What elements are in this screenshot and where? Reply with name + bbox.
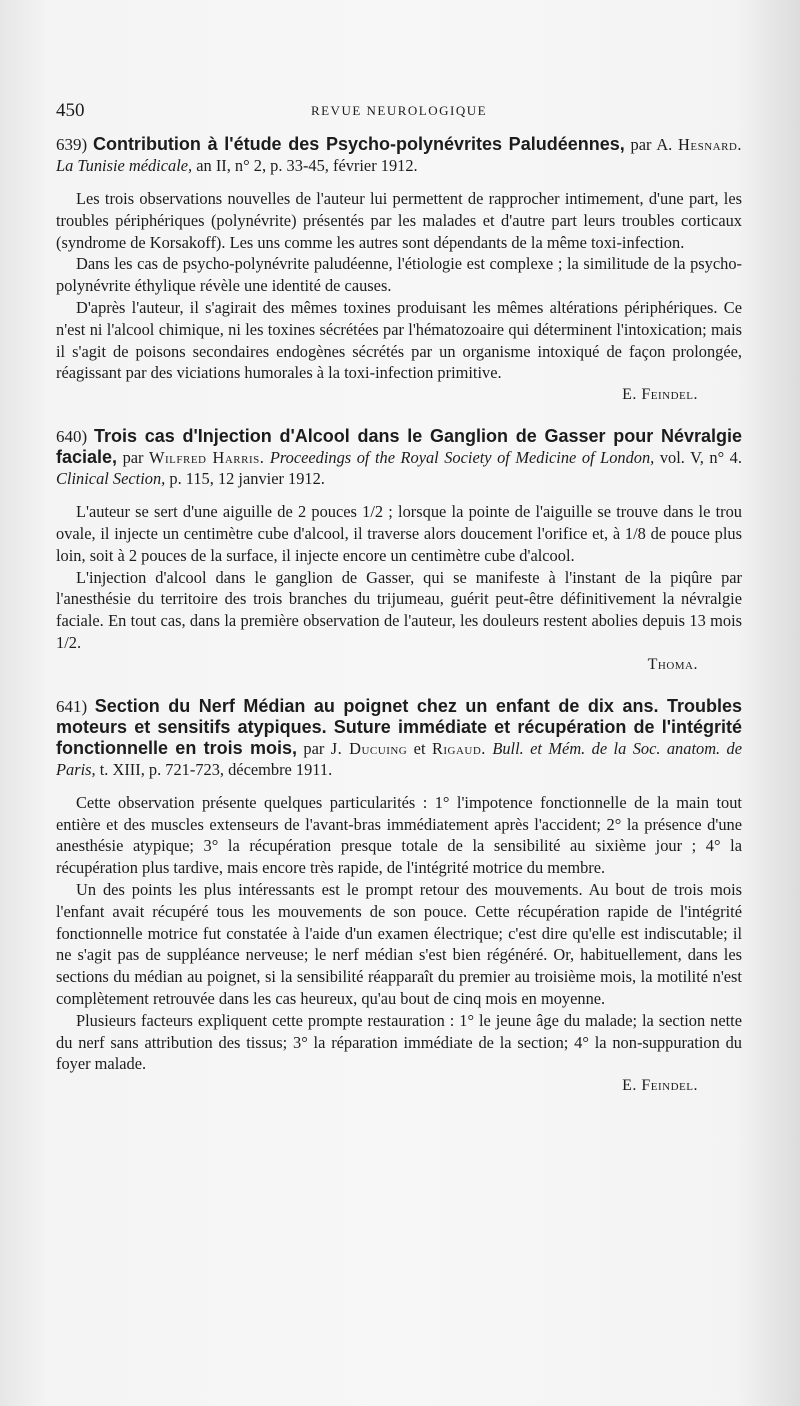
entry-source: La Tunisie médicale, <box>56 156 193 175</box>
entry-details: vol. V, n° 4. <box>659 448 742 468</box>
paragraph: Cette observation présente quelques particularités : 1° l'impotence fonctionnelle de la main tout entière et des muscles extenseurs de l'avant-bras immédiatement après l'accident; 2° la présence d'une anesthésie atypique; 3° la récupération presque totale de la sensibilité au sixième jour ; 4° la récupération plus tardive, mais encore très rapide, de l'intégrité motrice du membre. <box>56 792 742 878</box>
entry-by: par <box>122 448 144 468</box>
paragraph: Plusieurs facteurs expliquent cette prompte restauration : 1° le jeune âge du malade; la section nette du nerf sans attribution des tissus; 3° la réparation immédiate de la section; 4° la non-suppuration du foyer malade. <box>56 1010 742 1074</box>
entry-signature: Thoma. <box>647 655 698 673</box>
entry-heading <box>56 134 742 176</box>
entry-author: J. Ducuing <box>330 738 408 758</box>
entry-signature: E. Feindel. <box>622 386 698 404</box>
entry-source: Proceedings of the Royal Society of Medicine of London, <box>269 448 655 468</box>
entry-number: 639) <box>56 135 88 154</box>
entry-author: Hesnard. <box>678 135 742 154</box>
entry-by: par A. <box>630 135 673 154</box>
page <box>56 100 742 1117</box>
abstract-entry-641 <box>56 696 742 1097</box>
entry-author-2: Rigaud. <box>431 738 486 758</box>
entry-source-section: Clinical Section, <box>56 469 166 489</box>
entry-details: t. XIII, p. 721-723, décembre 1911. <box>99 759 333 779</box>
entry-details: an II, n° 2, p. 33-45, février 1912. <box>196 156 418 175</box>
entry-title: Trois cas d'Injection d'Alcool dans le Ganglion de Gasser pour Névralgie faciale, <box>56 426 742 468</box>
abstract-entry-639 <box>56 134 742 406</box>
entry-conjunction: et <box>413 738 426 758</box>
paragraph: D'après l'auteur, il s'agirait des mêmes toxines produisant les mêmes altérations périphériques. Ce n'est ni l'alcool chimique, ni les toxines sécrétées par l'hématozoaire qui déterminent l'intoxication; mais il s'agit de poisons secondaires endogènes sécrétés par un organisme intoxiqué de façon prolongée, réagissant par des viciations humorales à la toxi-infection primitive. <box>56 297 742 383</box>
entry-heading <box>56 696 742 780</box>
page-header <box>56 100 742 134</box>
entry-author: Wilfred Harris. <box>149 448 265 468</box>
entry-title: Contribution à l'étude des Psycho-polynévrites Paludéennes, <box>92 134 625 154</box>
entry-body <box>56 188 742 384</box>
entry-body <box>56 792 742 1075</box>
entry-signature: E. Feindel. <box>622 1077 698 1095</box>
paragraph: L'auteur se sert d'une aiguille de 2 pouces 1/2 ; lorsque la pointe de l'aiguille se trouve dans le trou ovale, il injecte un centimètre cube d'alcool, il traverse alors doucement l'orifice et, à 1/8 de pouce plus loin, soit à 2 pouces de la surface, il injecte encore un centimètre cube d'alcool. <box>56 502 742 565</box>
entry-number: 641) <box>56 696 88 716</box>
paragraph: L'injection d'alcool dans le ganglion de Gasser, qui se manifeste à l'instant de la piqûre par l'anesthésie du territoire des trois branches du trijumeau, guérit peut-être définitivement la névralgie faciale. En tout cas, dans la première observation de l'auteur, les douleurs restent abolies depuis 13 mois 1/2. <box>56 567 742 652</box>
entry-heading <box>56 426 742 489</box>
page-number: 450 <box>56 100 85 121</box>
entry-source: Bull. et Mém. de la Soc. anatom. de Paris, <box>56 738 743 779</box>
entry-by: par <box>303 738 325 758</box>
abstract-entry-640 <box>56 426 742 676</box>
entry-title: Section du Nerf Médian au poignet chez un enfant de dix ans. Troubles moteurs et sensitifs atypiques. Suture immédiate et récupération de l'intégrité fonctionnelle en trois mois, <box>56 695 742 758</box>
entry-details-2: p. 115, 12 janvier 1912. <box>169 469 325 489</box>
paragraph: Les trois observations nouvelles de l'auteur lui permettent de rapprocher intimement, d'une part, les troubles périphériques (polynévrite) présentés par les malades et d'autre part leurs troubles corticaux (syndrome de Korsakoff). Les uns comme les autres sont dépendants de la même toxi-infection. <box>56 189 742 252</box>
entry-number: 640) <box>56 427 88 447</box>
running-title: REVUE NEUROLOGIQUE <box>310 103 488 118</box>
paragraph: Dans les cas de psycho-polynévrite paludéenne, l'étiologie est complexe ; la similitude de la psycho-polynévrite éthylique révèle une identité de causes. <box>56 254 742 296</box>
entry-body <box>56 501 742 654</box>
paragraph: Un des points les plus intéressants est le prompt retour des mouvements. Au bout de trois mois l'enfant avait récupéré tous les mouvements de son pouce. Cette récupération rapide de l'intégrité fonctionnelle motrice fut constatée à l'aide d'un examen électrique; c'est dire qu'elle est indiscutable; il ne s'agit pas de suppléance nerveuse; le nerf médian s'est bien régénéré. Or, habituellement, dans les sections du médian au poignet, si la sensibilité réapparaît du premier au troisième mois, la motilité n'est complètement retrouvée dans les cas heureux, qu'au bout de cinq mois en moyenne. <box>56 879 742 1008</box>
